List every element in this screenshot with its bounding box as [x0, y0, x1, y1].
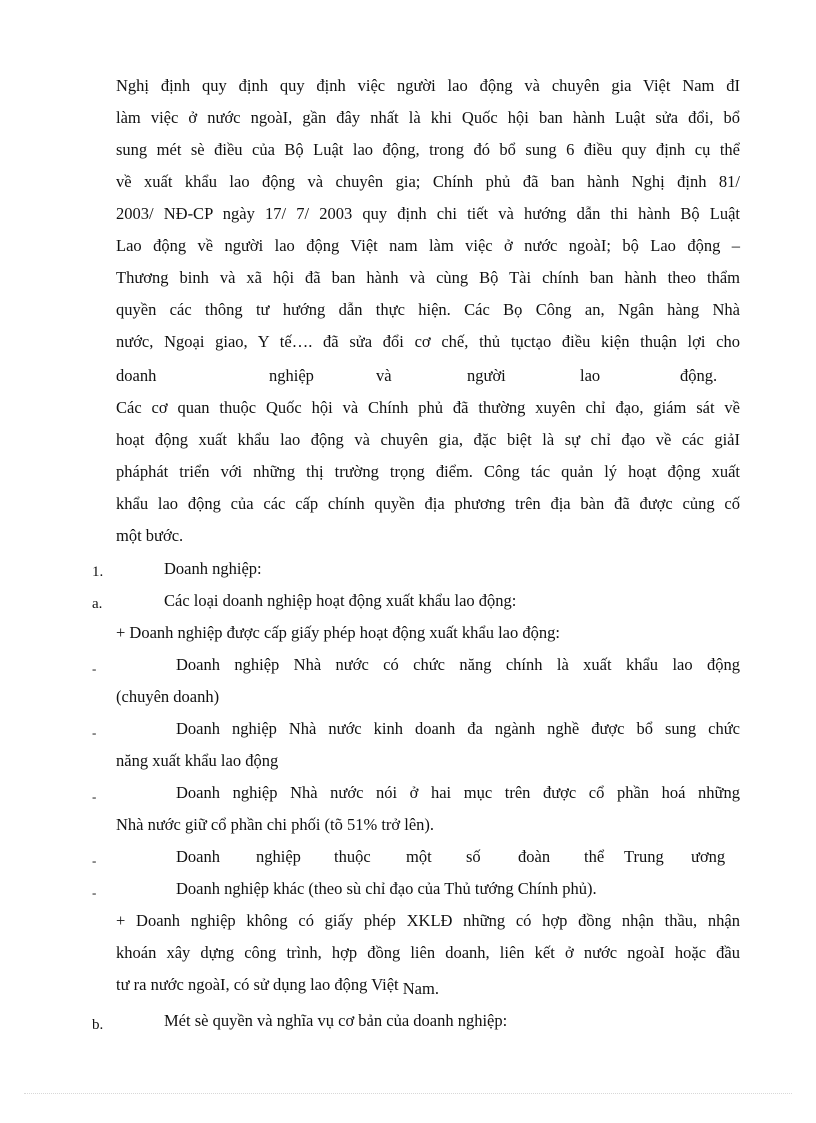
- text-line: làm việc ở nước ngoàI, gần đây nhất là khi Quốc hội ban hành Luật sửa đổi, bổ: [116, 108, 740, 127]
- text-line: Các cơ quan thuộc Quốc hội và Chính phủ đã thường xuyên chỉ đạo, giám sát về: [116, 398, 740, 417]
- text-line: Nghị định quy định quy định việc người lao động và chuyên gia Việt Nam đI: [116, 76, 740, 95]
- list-item-continuation: Nhà nước giữ cổ phần chi phối (tõ 51% trở lên).: [116, 815, 435, 834]
- word: thể: [584, 847, 605, 866]
- word: thuộc: [334, 847, 371, 866]
- word: Doanh: [176, 847, 220, 866]
- word: động.: [680, 366, 718, 385]
- list-item-continuation: (chuyên doanh): [116, 687, 220, 706]
- word: Trung: [624, 847, 664, 866]
- word: số: [466, 847, 481, 866]
- list-item-continuation: năng xuất khẩu lao động: [116, 751, 279, 770]
- list-item: Doanh nghiệp Nhà nước có chức năng chính là xuất khẩu lao động: [176, 655, 740, 674]
- section-heading: Mét sè quyền và nghĩa vụ cơ bản của doanh nghiệp:: [164, 1011, 508, 1030]
- text-line: Thương binh và xã hội đã ban hành và cùng Bộ Tài chính ban hành theo thẩm: [116, 268, 740, 287]
- text-line: Lao động về người lao động Việt nam làm việc ở nước ngoàI; bộ Lao động –: [116, 236, 740, 255]
- word: người: [467, 366, 506, 385]
- subscript-text: Nam: [402, 979, 435, 998]
- word: lao: [580, 366, 601, 385]
- text-line: nước, Ngoại giao, Y tế…. đã sửa đổi cơ chế, thủ tụctạo điều kiện thuận lợi cho: [116, 332, 740, 351]
- word: ương: [691, 847, 726, 866]
- section-letter: a.: [92, 596, 103, 612]
- text-run: .: [434, 979, 439, 998]
- word: doanh: [116, 366, 157, 385]
- word: nghiệp: [256, 847, 301, 866]
- text-line: sung mét sè điều của Bộ Luật lao động, trong đó bổ sung 6 điều quy định cụ thể: [116, 140, 740, 159]
- section-heading: Các loại doanh nghiệp hoạt động xuất khẩu lao động:: [164, 591, 517, 610]
- text-line: + Doanh nghiệp không có giấy phép XKLĐ những có hợp đồng nhận thầu, nhận: [116, 911, 740, 930]
- dash-bullet: -: [92, 885, 97, 900]
- dash-bullet: -: [92, 661, 97, 676]
- section-heading: Doanh nghiệp:: [164, 559, 262, 578]
- list-item: Doanh nghiệp Nhà nước nói ở hai mục trên được cổ phần hoá những: [176, 783, 740, 802]
- text-line: một bước.: [116, 526, 184, 545]
- dash-bullet: -: [92, 789, 97, 804]
- text-line: về xuất khẩu lao động và chuyên gia; Chính phủ đã ban hành Nghị định 81/: [116, 172, 740, 191]
- text-line: khẩu lao động của các cấp chính quyền địa phương trên địa bàn đã được củng cố: [116, 494, 740, 513]
- word: đoàn: [518, 847, 551, 866]
- word: và: [376, 366, 392, 385]
- text-line: [116, 975, 439, 998]
- section-letter: b.: [92, 1017, 104, 1033]
- list-item: Doanh nghiệp Nhà nước kinh doanh đa ngành nghề được bổ sung chức: [176, 719, 740, 738]
- text-line: khoán xây dựng công trình, hợp đồng liên doanh, liên kết ở nước ngoàI hoặc đầu: [116, 943, 740, 962]
- text-line: pháphát triển với những thị trường trọng điểm. Công tác quản lý hoạt động xuất: [116, 462, 740, 481]
- page-bottom-rule: [24, 1093, 792, 1094]
- section-number: 1.: [92, 564, 104, 580]
- dash-bullet: -: [92, 853, 97, 868]
- licensed-heading: + Doanh nghiệp được cấp giấy phép hoạt động xuất khẩu lao động:: [116, 623, 560, 642]
- list-item: Doanh nghiệp khác (theo sù chỉ đạo của Thủ tướng Chính phủ).: [176, 879, 597, 898]
- word: nghiệp: [269, 366, 314, 385]
- word: một: [406, 847, 432, 866]
- dash-bullet: -: [92, 725, 97, 740]
- text-line: hoạt động xuất khẩu lao động và chuyên gia, đặc biệt là sự chỉ đạo về các giảI: [116, 430, 740, 449]
- text-run: tư ra nước ngoàI, có sử dụng lao động Việt: [116, 975, 399, 994]
- text-line: quyền các thông tư hướng dẫn thực hiện. Các Bọ Công an, Ngân hàng Nhà: [116, 300, 740, 319]
- text-line: 2003/ NĐ-CP ngày 17/ 7/ 2003 quy định chi tiết và hướng dẫn thi hành Bộ Luật: [116, 204, 740, 223]
